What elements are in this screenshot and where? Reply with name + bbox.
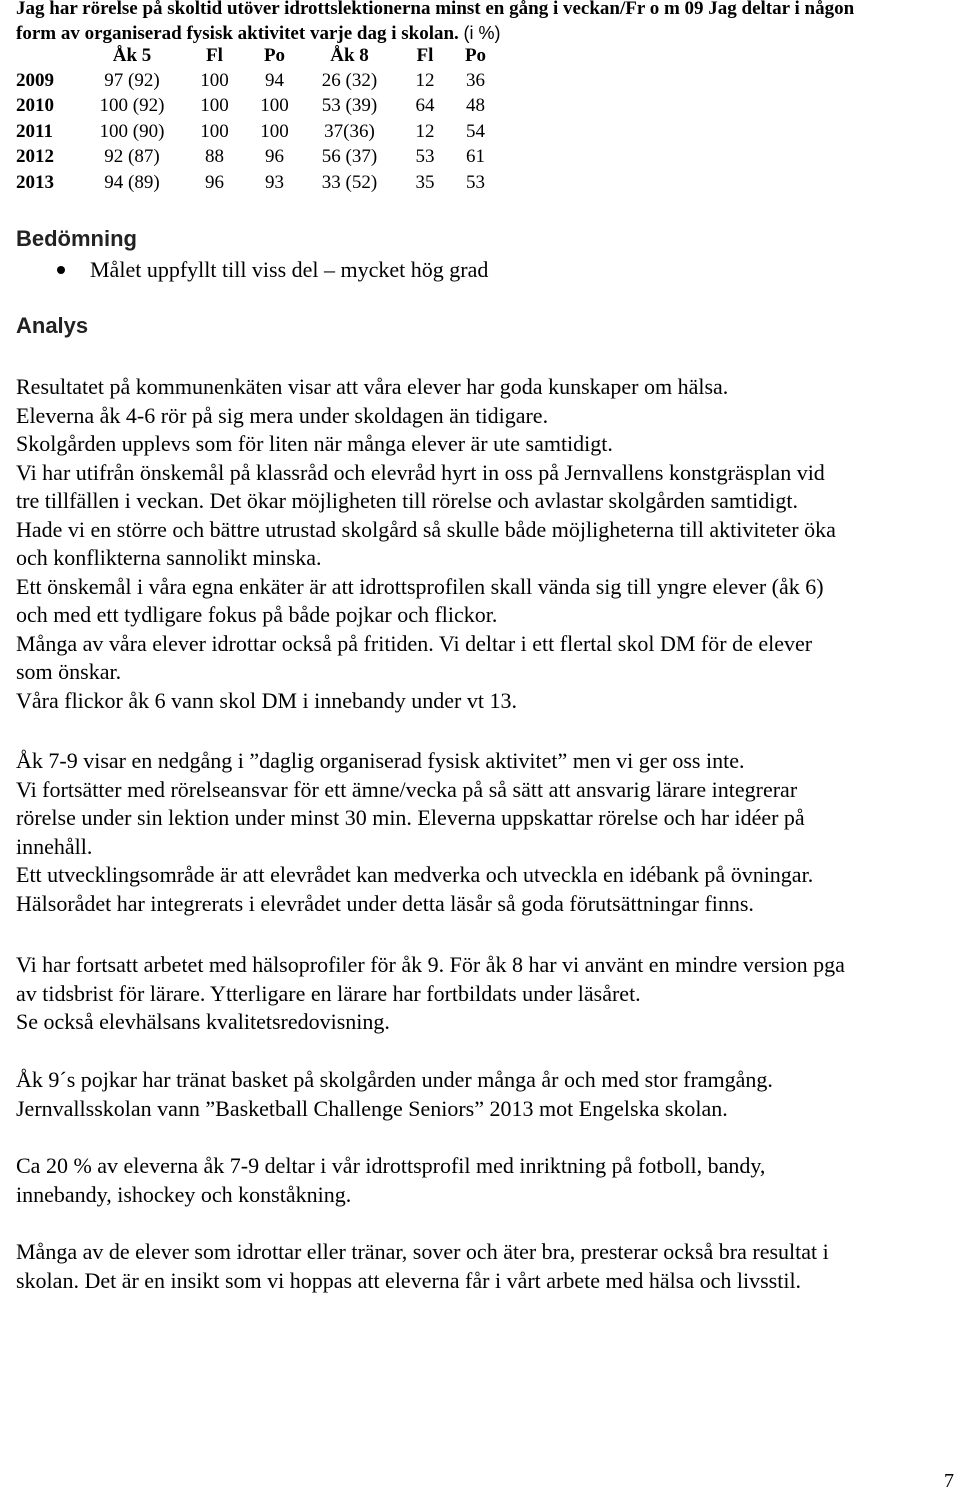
bullet-icon [57,266,65,274]
table-cell: 53 [466,171,485,193]
table-header-cell: Åk 5 [112,44,152,66]
percent-note: (i %) [463,23,501,43]
table-cell: 48 [466,95,485,117]
table-row [16,170,498,195]
survey-question-line-2-text: form av organiserad fysisk aktivitet varje dag i skolan. [16,23,459,44]
table-cell: 100 [200,95,229,117]
analys-paragraph-2: Åk 7-9 visar en nedgång i ”daglig organiserad fysisk aktivitet” men vi ger oss inte. Vi fortsätter med rörelseansvar för ett ämne/vecka på så sätt att ansvarig lärare integrerar rörelse under sin lektion under minst 30 min. Eleverna uppskattar rörelse och har idéer på innehåll. Ett utvecklingsområde är att elevrådet kan medverka och utveckla en idébank på övningar. Hälsorådet har integrerats i elevrådet under detta läsår så goda förutsättningar finns. [16,748,814,916]
table-cell: 56 (37) [321,146,378,168]
table-cell: 37(36) [324,120,375,142]
analys-paragraph-4: Åk 9´s pojkar har tränat basket på skolgården under många år och med stor framgång. Jernvallsskolan vann ”Basketball Challenge Seniors” 2013 mot Engelska skolan. [16,1067,773,1121]
table-row [16,119,498,144]
table-cell: 96 [205,171,224,193]
table-cell: 53 (39) [321,95,378,117]
table-cell: 35 [415,171,435,193]
activity-table [16,43,498,195]
table-row [16,68,498,93]
analys-paragraph-6: Många av de elever som idrottar eller tränar, sover och äter bra, presterar också bra resultat i skolan. Det är en insikt som vi hoppas att eleverna får i vårt arbete med hälsa och livsstil. [16,1239,829,1293]
table-cell: 26 (32) [321,70,378,92]
table-row [16,145,498,170]
table-header-cell: Fl [416,44,434,66]
table-cell: 100 [260,120,289,142]
analys-paragraph-5: Ca 20 % av eleverna åk 7-9 deltar i vår idrottsprofil med inriktning på fotboll, bandy, innebandy, ishockey och konståkning. [16,1153,766,1207]
table-cell: 94 (89) [104,171,160,193]
table-header-cell: Po [464,44,487,66]
table-header-row [16,43,498,68]
table-cell: 88 [205,146,224,168]
table-cell: 64 [415,95,435,117]
table-cell: 100 [200,120,229,142]
year-cell: 2013 [16,171,54,193]
table-cell: 33 (52) [321,171,378,193]
table-cell: 96 [265,146,284,168]
year-cell: 2012 [16,146,54,168]
page-number: 7 [944,1470,954,1492]
table-cell: 12 [415,120,435,142]
table-cell: 100 (92) [99,95,165,117]
table-cell: 53 [415,146,435,168]
table-header-cell: Fl [206,44,223,66]
survey-question-line-1: Jag har rörelse på skoltid utöver idrottslektionerna minst en gång i veckan/Fr o m 09 Jag deltar i någon [16,0,855,19]
table-cell: 93 [265,171,284,193]
table-header-cell: Po [263,44,286,66]
table-cell: 100 [260,95,289,117]
year-cell: 2011 [16,120,53,142]
table-cell: 92 (87) [104,146,160,168]
year-cell: 2010 [16,95,54,117]
table-cell: 36 [466,70,485,92]
table-cell: 54 [466,120,485,142]
analys-paragraph-1: Resultatet på kommunenkäten visar att våra elever har goda kunskaper om hälsa. Eleverna åk 4-6 rör på sig mera under skoldagen än tidigare. Skolgården upplevs som för liten när många elever är ute samtidigt. Vi har utifrån önskemål på klassråd och elevråd hyrt in oss på Jernvallens konstgräsplan vid tre tillfällen i veckan. Det ökar möjligheten till rörelse och avlastar skolgården samtidigt. Hade vi en större och bättre utrustad skolgård så skulle både möjligheterna till aktiviteter öka och konflikterna sannolikt minska. Ett önskemål i våra egna enkäter är att idrottsprofilen skall vända sig till yngre elever (åk 6) och med ett tydligare fokus på både pojkar och flickor. Många av våra elever idrottar också på fritiden. Vi deltar i ett flertal skol DM för de elever som önskar. Våra flickor åk 6 vann skol DM i innebandy under vt 13. [16,374,836,713]
table-header-cell: Åk 8 [330,44,369,66]
bedomning-heading: Bedömning [16,226,137,251]
table-cell: 94 [265,70,284,92]
analys-paragraph-3: Vi har fortsatt arbetet med hälsoprofiler för åk 9. För åk 8 har vi använt en mindre version pga av tidsbrist för lärare. Ytterligare en lärare har fortbildats under läsåret. Se också elevhälsans kvalitetsredovisning. [16,952,845,1034]
table-header-cell [16,43,82,68]
table-row [16,94,498,119]
table-cell: 61 [466,146,485,168]
table-cell: 12 [415,70,435,92]
year-cell: 2009 [16,70,54,92]
analys-heading: Analys [16,313,89,338]
table-cell: 97 (92) [104,70,160,92]
table-cell: 100 (90) [99,120,165,142]
table-cell: 100 [200,70,229,92]
bedomning-bullet-text: Målet uppfyllt till viss del – mycket hög grad [90,257,489,282]
